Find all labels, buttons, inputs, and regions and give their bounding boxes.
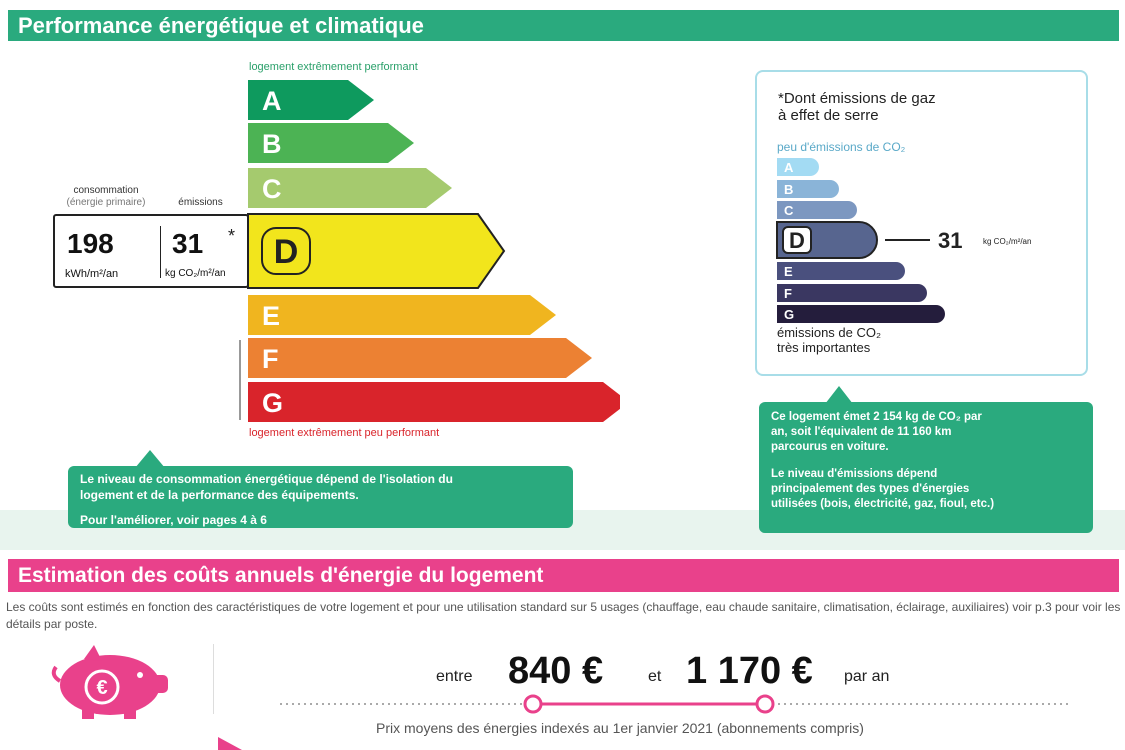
cost-divider — [213, 644, 214, 714]
svg-text:€: € — [96, 677, 108, 699]
ges-scale-bottom — [777, 326, 881, 356]
ges-callout-line: Le niveau d'émissions dépend — [771, 467, 938, 480]
emissions-label: émissions — [178, 197, 223, 208]
ges-unit: kg CO₂/m²/an — [983, 237, 1032, 246]
dpe-bar-f — [248, 338, 592, 378]
cost-per-year: par an — [844, 668, 890, 685]
ges-callout-line: Ce logement émet 2 154 kg de CO₂ par — [771, 411, 982, 423]
ges-value: 31 — [938, 228, 963, 253]
range-high-marker — [757, 696, 773, 712]
ges-bottom-line: émissions de CO₂ — [777, 325, 882, 340]
ges-callout-line: utilisées (bois, électricité, gaz, fioul, etc.) — [771, 497, 995, 510]
ges-letter-d: D — [789, 228, 805, 253]
ges-letter-c: C — [784, 203, 794, 218]
ges-bar-g — [777, 305, 945, 323]
section-title-costs — [8, 559, 1119, 592]
piggy-bank-euro-icon — [42, 641, 172, 721]
ges-callout — [759, 402, 1093, 533]
next-arrow-icon — [218, 737, 242, 750]
ges-title-line: à effet de serre — [778, 107, 879, 125]
ges-letter-e: E — [784, 264, 793, 279]
dpe-letter-f: F — [262, 344, 279, 374]
ges-letter-a: A — [784, 160, 794, 175]
ges-letter-f: F — [784, 286, 792, 301]
costs-intro-text: Les coûts sont estimés en fonction des caractéristiques de votre logement et pour une utilisation standard sur 5 usages (chauffage, eau chaude sanitaire, climatisation, éclairage, auxiliaires) voir p.3 pour voir les détails par poste. — [6, 600, 1121, 632]
cost-range-bar — [280, 692, 1070, 716]
cost-and: et — [648, 668, 662, 685]
callout-link-text: Pour l'améliorer, voir pages 4 à 6 — [80, 513, 267, 528]
ges-bottom-line: très importantes — [777, 339, 871, 355]
cost-estimate-row — [216, 648, 1121, 698]
callout-line: Le niveau de consommation énergétique dépend de l'isolation du — [80, 472, 453, 486]
ges-letter-g: G — [784, 307, 795, 322]
section-title-text: Performance énergétique et climatique — [18, 12, 424, 38]
emissions-unit: kg CO₂/m²/an — [165, 268, 226, 279]
ges-bar-f — [777, 284, 927, 302]
cost-footnote: Prix moyens des énergies indexés au 1er janvier 2021 (abonnements compris) — [376, 720, 864, 736]
dpe-letter-a: A — [262, 86, 282, 116]
ges-callout-line: parcourus en voiture. — [771, 440, 889, 453]
consumption-value: 198 — [67, 228, 114, 259]
dpe-letter-c: C — [262, 174, 282, 204]
ges-scale — [0, 0, 1100, 340]
consumption-callout — [68, 466, 573, 528]
dpe-letter-e: E — [262, 301, 281, 331]
dpe-letter-b: B — [262, 129, 282, 159]
dpe-letter-d: D — [273, 233, 299, 271]
consumption-label: consommation — [73, 185, 139, 196]
consumption-sub-label: (énergie primaire) — [66, 197, 146, 208]
dpe-bar-g — [248, 382, 620, 422]
cost-between: entre — [436, 668, 473, 685]
range-low-marker — [525, 696, 541, 712]
consumption-unit: kWh/m²/an — [65, 268, 119, 280]
ges-bar-e — [777, 262, 905, 280]
scale-top-label: logement extrêmement performant — [249, 61, 418, 73]
emissions-asterisk: * — [228, 226, 236, 246]
section-title-text: Estimation des coûts annuels d'énergie du logement — [18, 563, 544, 587]
ges-callout-line: an, soit l'équivalent de 11 160 km — [771, 425, 952, 438]
dpe-letter-g: G — [262, 388, 284, 418]
callout-line: logement et de la performance des équipements. — [80, 487, 359, 502]
scale-bottom-label: logement extrêmement peu performant — [249, 427, 440, 439]
ges-scale-top: peu d'émissions de CO₂ — [777, 140, 906, 154]
ges-title-line: *Dont émissions de gaz — [778, 90, 936, 107]
ges-letter-b: B — [784, 182, 794, 197]
ges-callout-line: principalement des types d'énergies — [771, 482, 970, 495]
emissions-value: 31 — [172, 228, 204, 259]
cost-low: 840 € — [508, 650, 604, 692]
cost-high: 1 170 € — [686, 650, 813, 692]
